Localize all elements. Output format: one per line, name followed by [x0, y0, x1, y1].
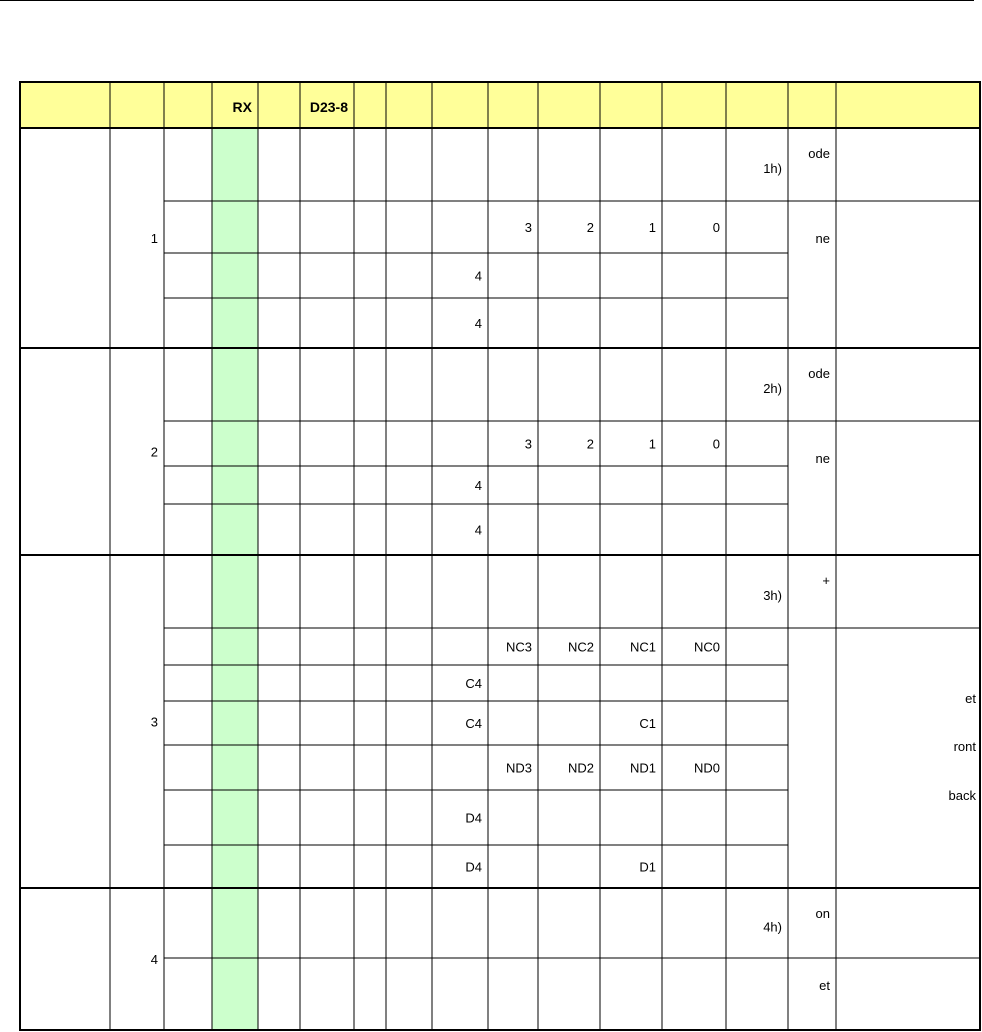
group-number: 3	[150, 714, 158, 730]
cell-text: 4	[474, 316, 482, 331]
group-number: 4	[150, 952, 158, 967]
cell-text: 4	[474, 522, 482, 538]
cell-text: +	[822, 573, 830, 588]
cell-text: ode	[808, 366, 830, 381]
cell-text: NC3	[505, 639, 532, 655]
cell-text: D4	[465, 859, 482, 875]
group-number: 2	[150, 444, 158, 460]
cell-text: D4	[465, 810, 482, 826]
cell-text: 4	[474, 268, 482, 284]
cell-text: 1	[648, 436, 656, 452]
cell-text: ND2	[567, 760, 594, 776]
cell-text: 3	[524, 436, 532, 452]
cell-text: NC2	[567, 639, 594, 655]
header-cell: RX	[232, 99, 252, 115]
cell-text: 1h)	[763, 161, 782, 177]
group-number: 1	[150, 231, 158, 246]
header-cell: D23-8	[309, 99, 348, 115]
cell-text: 1	[648, 220, 656, 235]
cell-text: ND0	[693, 760, 720, 776]
cell-text: ne	[815, 451, 830, 466]
cell-text: ne	[815, 231, 830, 246]
cell-text: ND1	[629, 760, 656, 776]
cell-text: C4	[465, 716, 482, 731]
note-text: et	[965, 691, 976, 706]
cell-text: et	[819, 978, 830, 993]
cell-text: on	[815, 906, 830, 921]
cell-text: 2h)	[763, 381, 782, 397]
note-text: back	[948, 788, 976, 803]
cell-text: 3	[524, 220, 532, 235]
cell-text: 0	[712, 220, 720, 235]
cell-text: NC1	[629, 639, 656, 655]
cell-text: ode	[808, 146, 830, 161]
cell-text: 2	[586, 436, 594, 452]
rx-column-fill	[212, 128, 258, 1030]
cell-text: 0	[712, 436, 720, 452]
cell-text: C4	[465, 676, 482, 691]
cell-text: 4	[474, 478, 482, 493]
cell-text: 2	[586, 220, 594, 235]
note-text: ront	[953, 739, 976, 754]
cell-text: ND3	[505, 760, 532, 776]
cell-text: 4h)	[763, 919, 782, 935]
cell-text: 3h)	[763, 588, 782, 604]
cell-text: NC0	[693, 639, 720, 655]
cell-text: C1	[639, 716, 656, 731]
cell-text: D1	[639, 859, 656, 875]
